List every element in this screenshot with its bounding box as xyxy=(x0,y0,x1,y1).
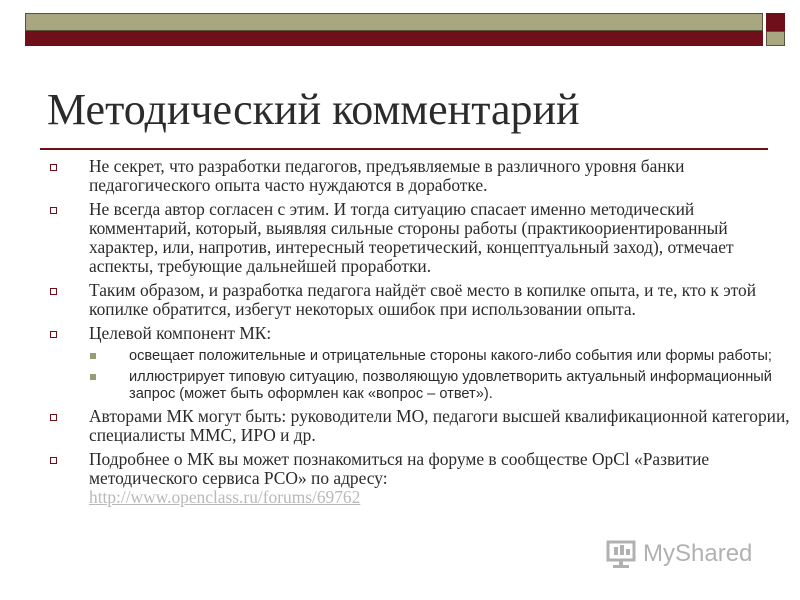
header-bar-red xyxy=(25,31,763,46)
bullet-text: Целевой компонент МК: xyxy=(89,323,272,343)
myshared-logo-icon xyxy=(605,537,639,571)
header-bar-olive xyxy=(25,13,763,31)
bullet-text: Подробнее о МК вы может познакомиться на форуме в сообществе ОрСl «Развитие методического сервиса РСО» по адресу: xyxy=(89,449,710,488)
bullet-text: Таким образом, и разработка педагога найдёт своё место в копилке опыта, и те, кто к этой копилке обратится, избегут некоторых ошибок при использовании опыта. xyxy=(89,280,757,319)
bullet-item-2 xyxy=(47,200,795,276)
square-bullet-icon xyxy=(50,457,57,464)
header-square-red xyxy=(766,13,785,31)
square-bullet-icon xyxy=(50,414,57,421)
square-bullet-icon xyxy=(50,288,57,295)
sub-bullet-icon xyxy=(90,353,96,359)
bullet-item-3 xyxy=(47,281,795,319)
bullet-item-5 xyxy=(47,407,795,445)
square-bullet-icon xyxy=(50,207,57,214)
title-divider xyxy=(40,148,768,150)
header-square-olive xyxy=(766,31,785,46)
sub-bullet-icon xyxy=(90,374,96,380)
myshared-watermark xyxy=(605,536,765,572)
forum-link[interactable]: http://www.openclass.ru/forums/69762 xyxy=(89,487,361,507)
bullet-item-1 xyxy=(47,157,795,195)
slide-content xyxy=(47,157,795,512)
sub-bullet-text: иллюстрирует типовую ситуацию, позволяющую удовлетворить актуальный информационный запрос (может быть оформлен как «вопрос – ответ»). xyxy=(129,369,772,402)
square-bullet-icon xyxy=(50,331,57,338)
square-bullet-icon xyxy=(50,164,57,171)
bullet-item-4 xyxy=(47,324,795,343)
slide-title: Методический комментарий xyxy=(47,85,580,134)
bullet-text: Авторами МК могут быть: руководители МО, педагоги высшей квалификационной категории, специалисты ММС, ИРО и др. xyxy=(89,406,790,445)
bullet-text: Не всегда автор согласен с этим. И тогда ситуацию спасает именно методический комментарий, который, выявляя сильные стороны работы (практикоориентированный характер, или, напротив, интересный теоретический, концептуальный заход), отмечает аспекты, требующие дальнейшей проработки. xyxy=(89,199,734,276)
watermark-text: MyShared xyxy=(643,540,753,567)
bullet-item-6 xyxy=(47,450,795,507)
sub-bullet-text: освещает положительные и отрицательные стороны какого-либо события или формы работы; xyxy=(129,348,772,364)
sub-bullet-item-1 xyxy=(47,348,795,365)
sub-bullet-item-2 xyxy=(47,369,795,403)
bullet-text: Не секрет, что разработки педагогов, предъявляемые в различного уровня банки педагогического опыта часто нуждаются в доработке. xyxy=(89,156,685,195)
